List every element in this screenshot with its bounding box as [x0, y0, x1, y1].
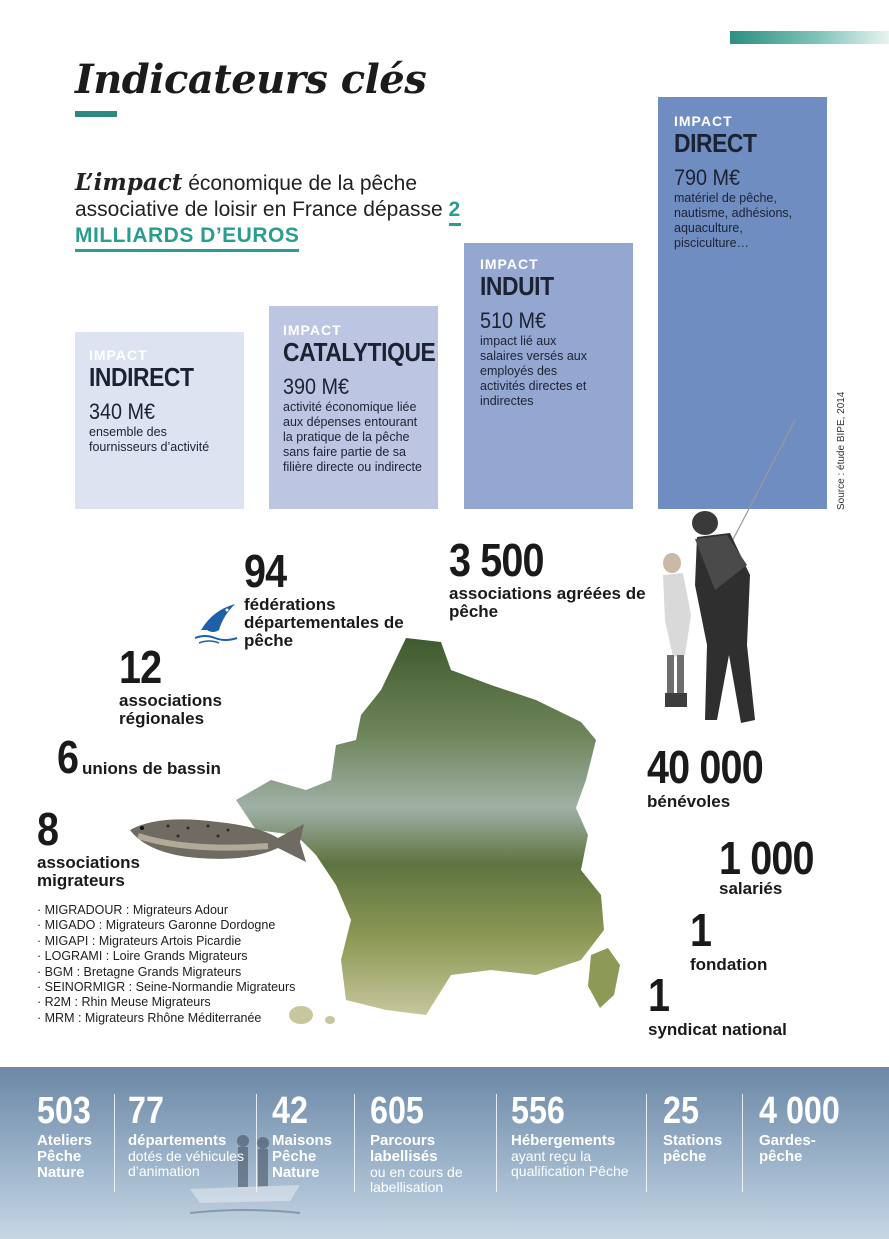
bottom-stat-title: Gardes-pêche — [759, 1132, 816, 1165]
bottom-stat-departements — [128, 1091, 248, 1179]
bottom-stat-title: Parcours labellisés — [370, 1132, 438, 1165]
list-item: · MRM : Migrateurs Rhône Méditerranée — [37, 1011, 295, 1026]
bottom-stat-title: Hébergements — [511, 1132, 616, 1149]
bottom-stat-stations — [663, 1091, 738, 1165]
divider — [496, 1094, 497, 1192]
syndicat-label: syndicat national — [648, 1020, 787, 1039]
bottom-stat-parcours — [370, 1091, 488, 1195]
federations-label: fédérations départementales de pêche — [244, 595, 404, 650]
impact-catalytique-box — [269, 306, 438, 509]
title-underline — [75, 111, 117, 117]
fondation-label: fondation — [690, 955, 768, 974]
divider — [354, 1094, 355, 1192]
impact-description: activité économique liée aux dépenses entourant la pratique de la pêche sans faire partie de sa filière directe ou indirecte — [283, 400, 422, 474]
impact-value: 510 M€ — [480, 308, 547, 333]
intro-body: économique de la pêche associative de loisir en France dépasse — [75, 172, 449, 221]
bottom-stat-gardes — [759, 1091, 859, 1165]
bottom-stat-hebergements — [511, 1091, 641, 1179]
bottom-stat-subtitle: dotés de véhicules d’animation — [128, 1148, 244, 1179]
list-item: · MIGAPI : Migrateurs Artois Picardie — [37, 934, 295, 949]
list-item: · R2M : Rhin Meuse Migrateurs — [37, 995, 295, 1010]
impact-name: INDIRECT — [89, 362, 194, 392]
bottom-stat-number: 605 — [370, 1090, 424, 1132]
bottom-stat-number: 503 — [37, 1090, 91, 1132]
migrateurs-count: 8 — [37, 803, 59, 855]
salaries-count: 1 000 — [719, 832, 814, 884]
impact-name: CATALYTIQUE — [283, 337, 436, 367]
divider — [646, 1094, 647, 1192]
bottom-stats-band — [0, 1067, 889, 1239]
bottom-stat-number: 556 — [511, 1090, 565, 1132]
impact-induit-box — [464, 243, 633, 509]
angler-and-child-photo — [655, 415, 805, 745]
impact-kicker: IMPACT — [89, 347, 148, 363]
impact-description: impact lié aux salaires versés aux employés des activités directes et indirectes — [480, 334, 587, 408]
impact-kicker: IMPACT — [674, 113, 733, 129]
divider — [742, 1094, 743, 1192]
federations-count: 94 — [244, 545, 287, 597]
bottom-stat-maisons — [272, 1091, 352, 1181]
leaping-fish-logo-icon — [193, 600, 239, 644]
page-title: Indicateurs clés — [75, 56, 427, 103]
impact-value: 390 M€ — [283, 374, 350, 399]
impact-name: DIRECT — [674, 128, 757, 158]
associations-agreees-count: 3 500 — [449, 534, 544, 586]
list-item: · LOGRAMI : Loire Grands Migrateurs — [37, 949, 295, 964]
migrateurs-label: associations migrateurs — [37, 853, 140, 890]
intro-highlight: 2 MILLIARDS D’EUROS — [75, 198, 461, 252]
source-note: Source : étude BIPE, 2014 — [836, 391, 847, 510]
bottom-stat-number: 4 000 — [759, 1090, 840, 1132]
syndicat-count: 1 — [648, 969, 670, 1021]
list-item: · SEINORMIGR : Seine-Normandie Migrateurs — [37, 980, 295, 995]
unions-count: 6 — [57, 731, 79, 783]
list-item: · MIGADO : Migrateurs Garonne Dordogne — [37, 918, 295, 933]
impact-kicker: IMPACT — [480, 256, 539, 272]
regionales-count: 12 — [119, 641, 162, 693]
benevoles-label: bénévoles — [647, 792, 731, 811]
impact-indirect-box — [75, 332, 244, 509]
benevoles-count: 40 000 — [647, 741, 763, 793]
bottom-stat-ateliers — [37, 1091, 117, 1181]
divider — [256, 1094, 257, 1192]
unions-label: unions de bassin — [82, 759, 221, 778]
associations-agreees-label: associations agréées de pêche — [449, 584, 646, 621]
impact-description: matériel de pêche, nautisme, adhésions, aquaculture, pisciculture… — [674, 191, 793, 250]
migrateurs-list — [37, 903, 295, 1026]
impact-value: 790 M€ — [674, 165, 741, 190]
bottom-stat-subtitle: ayant reçu la qualification Pêche — [511, 1148, 629, 1179]
bottom-stat-number: 77 — [128, 1090, 164, 1132]
divider — [114, 1094, 115, 1192]
impact-kicker: IMPACT — [283, 322, 342, 338]
fondation-count: 1 — [690, 904, 712, 956]
bottom-stat-title: départements — [128, 1132, 227, 1149]
bottom-stat-title: Maisons Pêche Nature — [272, 1132, 333, 1181]
bottom-stat-number: 42 — [272, 1090, 308, 1132]
list-item: · MIGRADOUR : Migrateurs Adour — [37, 903, 295, 918]
intro-text — [75, 170, 475, 249]
regionales-label: associations régionales — [119, 691, 222, 728]
impact-value: 340 M€ — [89, 399, 156, 424]
bottom-stat-subtitle: ou en cours de labellisation — [370, 1164, 463, 1195]
bottom-stat-title: Ateliers Pêche Nature — [37, 1132, 93, 1181]
bottom-stat-title: Stations pêche — [663, 1132, 723, 1165]
salaries-label: salariés — [719, 879, 783, 898]
list-item: · BGM : Bretagne Grands Migrateurs — [37, 965, 295, 980]
impact-name: INDUIT — [480, 271, 554, 301]
bottom-stat-number: 25 — [663, 1090, 699, 1132]
intro-emphasis: L’impact — [75, 169, 183, 196]
impact-description: ensemble des fournisseurs d’activité — [89, 425, 210, 454]
top-accent-bar — [730, 31, 889, 44]
